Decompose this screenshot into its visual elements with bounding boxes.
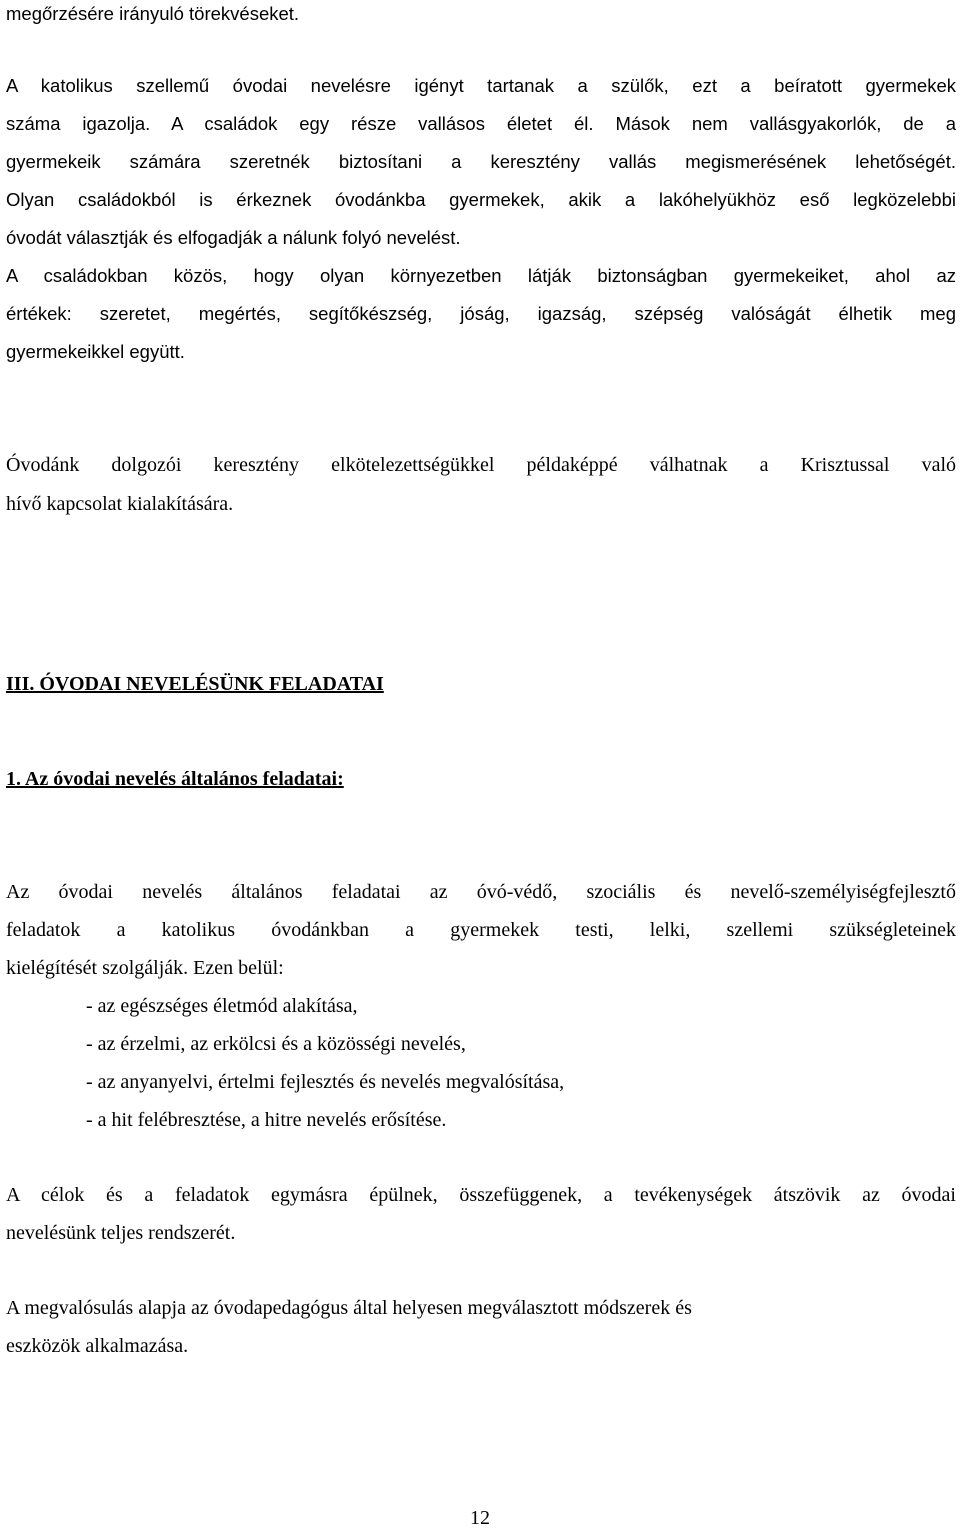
list-item: - az egészséges életmód alakítása, (86, 995, 358, 1017)
subsection-heading: 1. Az óvodai nevelés általános feladatai: (6, 768, 344, 790)
paragraph-line: gyermekeik számára szeretnék biztosítani a keresztény vallás megismerésének lehetőségét. (6, 151, 956, 172)
intro-line: megőrzésére irányuló törekvéseket. (6, 3, 300, 24)
paragraph-line: A célok és a feladatok egymásra épülnek, összefüggenek, a tevékenységek átszövik az óvodai (6, 1184, 956, 1206)
paragraph-line: Óvodánk dolgozói keresztény elkötelezettségükkel példaképpé válhatnak a Krisztussal való (6, 454, 956, 476)
paragraph-line: A megvalósulás alapja az óvodapedagógus által helyesen megválasztott módszerek és (6, 1297, 692, 1319)
paragraph-line: Olyan családokból is érkeznek óvodánkba gyermekek, akik a lakóhelyükhöz eső legközelebbi (6, 189, 956, 210)
paragraph-line: Az óvodai nevelés általános feladatai az óvó-védő, szociális és nevelő-személyiségfejlesztő (6, 881, 956, 903)
paragraph-line: hívő kapcsolat kialakítására. (6, 493, 234, 515)
paragraph-line: feladatok a katolikus óvodánkban a gyermekek testi, lelki, szellemi szükségleteinek (6, 919, 956, 941)
list-item: - az érzelmi, az erkölcsi és a közösségi nevelés, (86, 1033, 466, 1055)
section-heading: III. ÓVODAI NEVELÉSÜNK FELADATAI (6, 673, 384, 695)
list-item: - az anyanyelvi, értelmi fejlesztés és nevelés megvalósítása, (86, 1071, 565, 1093)
paragraph-line: A családokban közös, hogy olyan környezetben látják biztonságban gyermekeiket, ahol az (6, 265, 956, 286)
paragraph-line: eszközök alkalmazása. (6, 1335, 189, 1357)
paragraph-line: gyermekeikkel együtt. (6, 341, 185, 362)
paragraph-line: óvodát választják és elfogadják a nálunk folyó nevelést. (6, 227, 461, 248)
paragraph-line: nevelésünk teljes rendszerét. (6, 1222, 236, 1244)
paragraph-line: kielégítését szolgálják. Ezen belül: (6, 957, 284, 979)
list-item: - a hit felébresztése, a hitre nevelés erősítése. (86, 1109, 447, 1131)
paragraph-line: A katolikus szellemű óvodai nevelésre igényt tartanak a szülők, ezt a beíratott gyermekek (6, 75, 956, 96)
paragraph-line: száma igazolja. A családok egy része vallásos életet él. Mások nem vallásgyakorlók, de a (6, 113, 956, 134)
page-number: 12 (470, 1507, 490, 1529)
paragraph-line: értékek: szeretet, megértés, segítőkészség, jóság, igazság, szépség valóságát élhetik meg (6, 303, 956, 324)
